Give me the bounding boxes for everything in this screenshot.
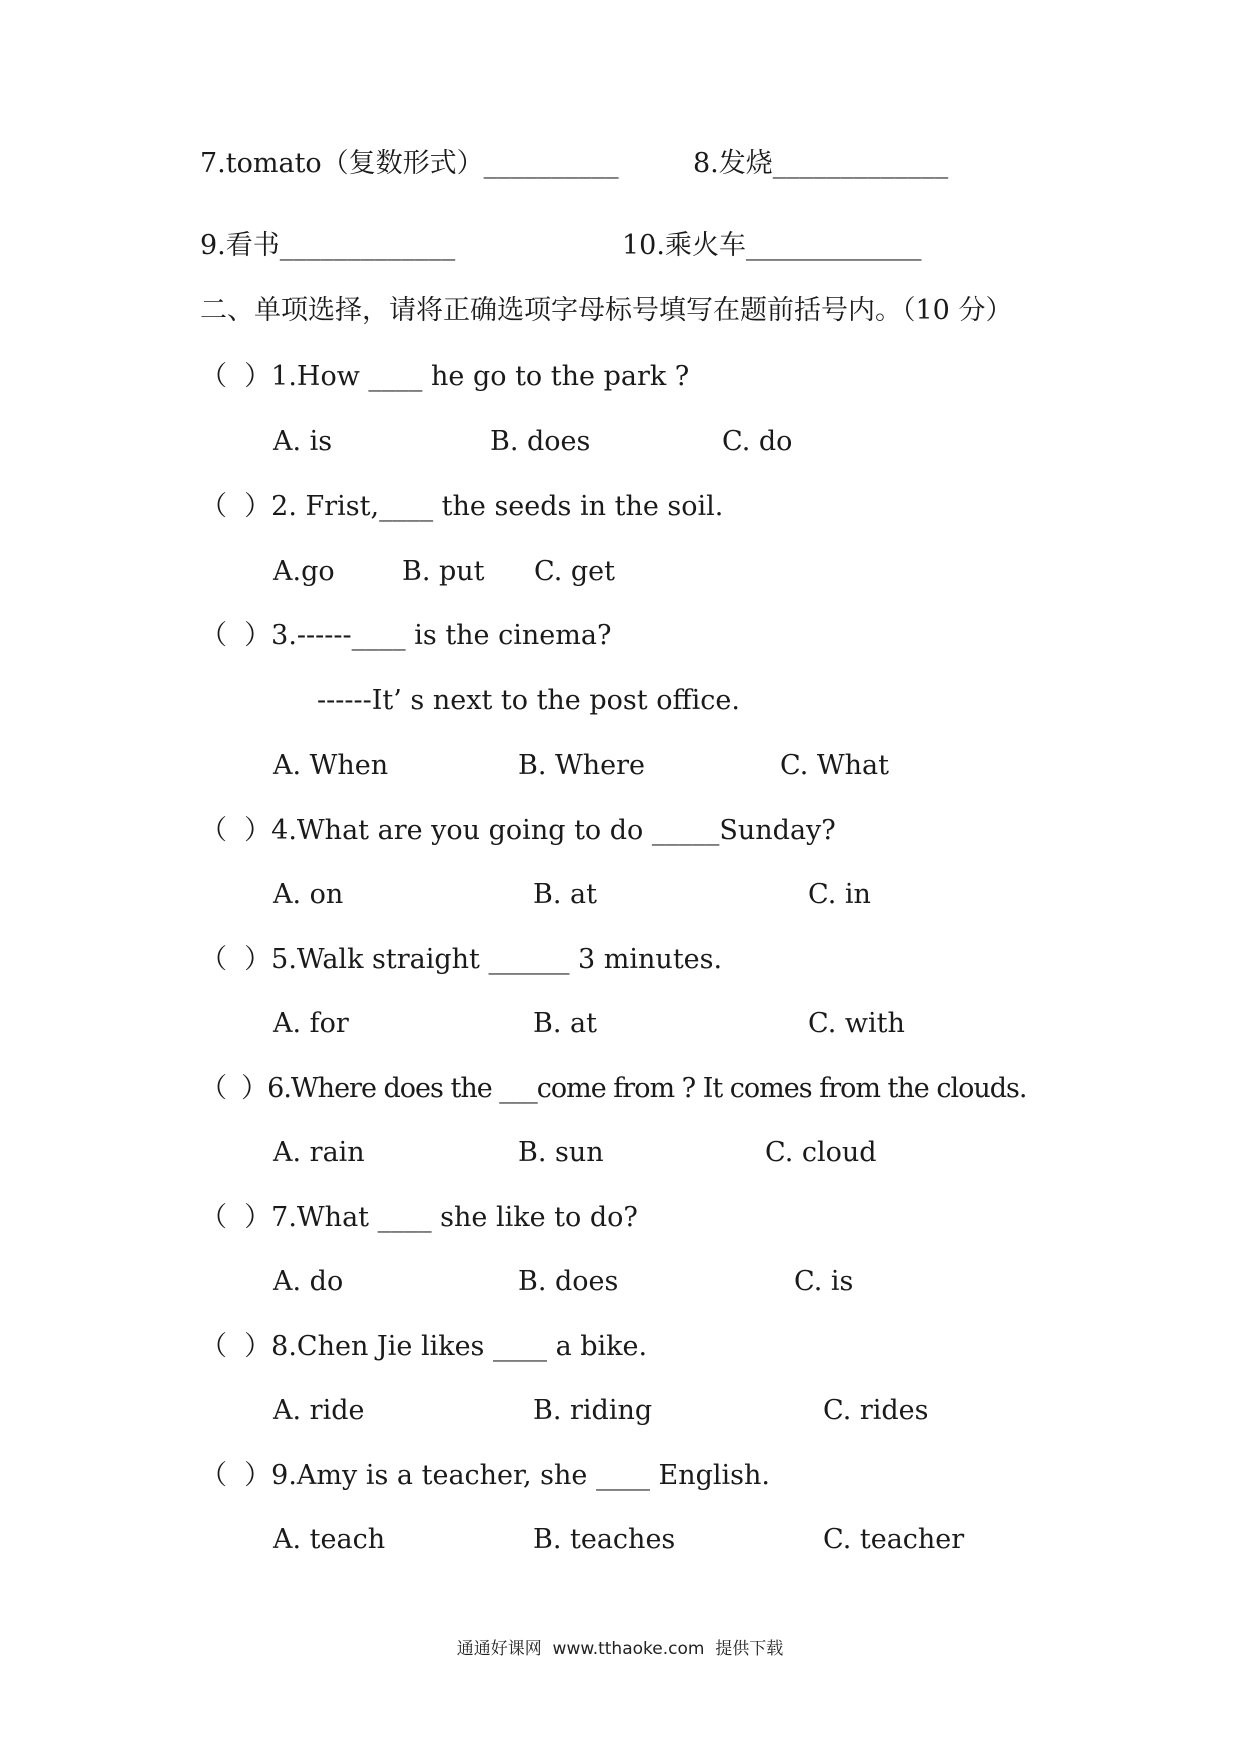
question-5: （ ）5.Walk straight ______ 3 minutes. [200, 944, 723, 975]
q2-option-a: A.go [273, 556, 335, 587]
question-9: （ ）9.Amy is a teacher, she ____ English. [200, 1460, 771, 1491]
question-4: （ ）4.What are you going to do _____Sunday? [200, 815, 836, 846]
vocab-item-10: 10.乘火车_____________ [622, 230, 922, 261]
q5-option-a: A. for [273, 1008, 349, 1039]
q4-option-c: C. in [808, 879, 871, 910]
q3-option-c: C. What [780, 750, 889, 781]
vocab-item-7: 7.tomato（复数形式）__________ [200, 148, 619, 179]
q1-option-a: A. is [273, 426, 333, 457]
q6-option-b: B. sun [518, 1137, 604, 1168]
q5-option-b: B. at [533, 1008, 597, 1039]
q3-option-a: A. When [273, 750, 389, 781]
vocab-item-8: 8.发烧_____________ [693, 148, 949, 179]
question-7: （ ）7.What ____ she like to do? [200, 1202, 638, 1233]
q7-option-b: B. does [518, 1266, 619, 1297]
q9-option-a: A. teach [273, 1524, 386, 1555]
question-1: （ ）1.How ____ he go to the park ? [200, 361, 690, 392]
q4-option-a: A. on [273, 879, 344, 910]
q6-option-c: C. cloud [765, 1137, 877, 1168]
footer-credit: 通通好课网 www.tthaoke.com 提供下载 [456, 1639, 784, 1659]
q3-answer-line: ------It’ s next to the post office. [317, 685, 740, 716]
q1-option-c: C. do [722, 426, 793, 457]
q1-option-b: B. does [490, 426, 591, 457]
q8-option-b: B. riding [533, 1395, 653, 1426]
q6-option-a: A. rain [273, 1137, 365, 1168]
question-2: （ ）2. Frist,____ the seeds in the soil. [200, 491, 724, 522]
q7-option-a: A. do [273, 1266, 344, 1297]
q7-option-c: C. is [794, 1266, 854, 1297]
section-heading: 二、单项选择，请将正确选项字母标号填写在题前括号内。（10 分） [200, 295, 1013, 326]
q2-option-b: B. put [402, 556, 485, 587]
vocab-item-9: 9.看书_____________ [200, 230, 456, 261]
question-3: （ ）3.------____ is the cinema? [200, 620, 612, 651]
q9-option-c: C. teacher [823, 1524, 965, 1555]
question-6: （ ）6.Where does the ___come from ? It comes from the clouds. [200, 1073, 1027, 1104]
q2-option-c: C. get [534, 556, 615, 587]
q3-option-b: B. Where [518, 750, 646, 781]
question-8: （ ）8.Chen Jie likes ____ a bike. [200, 1331, 648, 1362]
q4-option-b: B. at [533, 879, 597, 910]
q9-option-b: B. teaches [533, 1524, 676, 1555]
q5-option-c: C. with [808, 1008, 905, 1039]
q8-option-a: A. ride [273, 1395, 365, 1426]
q8-option-c: C. rides [823, 1395, 929, 1426]
